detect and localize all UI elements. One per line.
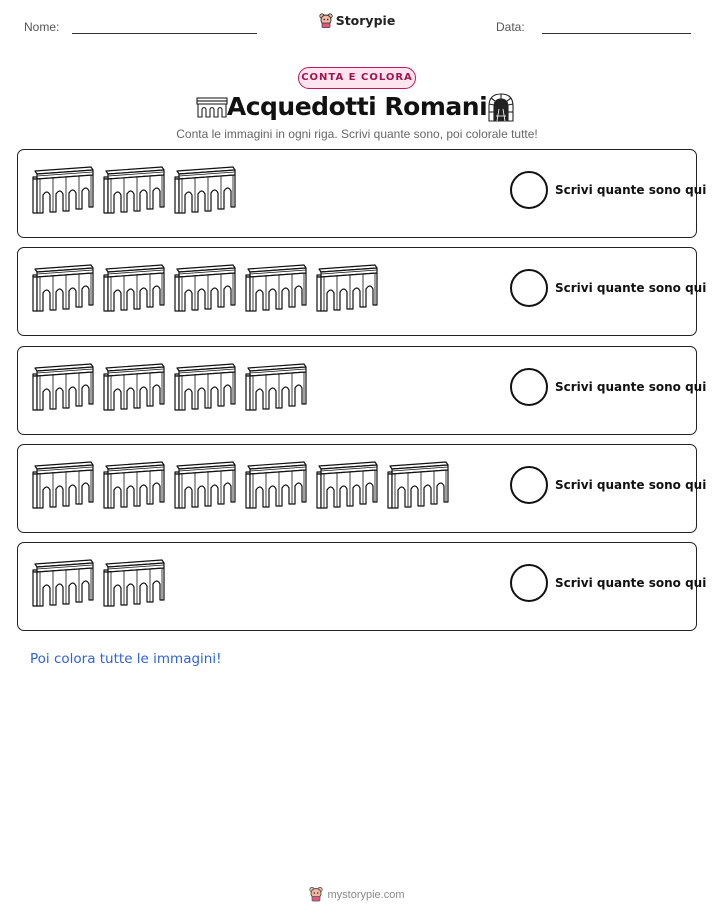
answer-circle[interactable]	[510, 466, 548, 504]
counting-row	[17, 542, 707, 631]
aqueduct-icon[interactable]	[314, 263, 385, 315]
activity-badge: CONTA E COLORA	[298, 67, 416, 89]
aqueduct-group	[30, 263, 385, 315]
answer-circle[interactable]	[510, 564, 548, 602]
aqueduct-icon[interactable]	[172, 362, 243, 414]
aqueduct-icon[interactable]	[101, 460, 172, 512]
aqueduct-icon[interactable]	[314, 460, 385, 512]
date-label: Data:	[496, 20, 525, 34]
aqueduct-icon[interactable]	[30, 558, 101, 610]
aqueduct-icon[interactable]	[101, 165, 172, 217]
site-url: mystorypie.com	[327, 889, 405, 901]
aqueduct-group	[30, 165, 243, 217]
counting-row	[17, 346, 707, 435]
aqueduct-icon[interactable]	[30, 362, 101, 414]
date-field[interactable]	[542, 33, 691, 34]
footer-note: Poi colora tutte le immagini!	[30, 651, 222, 667]
aqueduct-group	[30, 558, 172, 610]
aqueduct-icon[interactable]	[101, 263, 172, 315]
bear-logo-icon	[319, 13, 333, 31]
aqueduct-icon[interactable]	[243, 460, 314, 512]
aqueduct-group	[30, 362, 314, 414]
brand-name: Storypie	[335, 13, 396, 28]
answer-label: Scrivi quante sono qui	[555, 576, 707, 590]
aqueduct-icon[interactable]	[30, 460, 101, 512]
answer-circle[interactable]	[510, 171, 548, 209]
name-label: Nome:	[24, 20, 60, 34]
counting-row	[17, 149, 707, 238]
counting-row	[17, 247, 707, 336]
bear-logo-icon	[309, 886, 323, 905]
answer-label: Scrivi quante sono qui	[555, 380, 707, 394]
aqueduct-icon[interactable]	[172, 263, 243, 315]
aqueduct-icon[interactable]	[243, 263, 314, 315]
answer-circle[interactable]	[510, 269, 548, 307]
site-footer	[0, 886, 714, 905]
answer-label: Scrivi quante sono qui	[555, 478, 707, 492]
brand	[0, 13, 714, 31]
aqueduct-icon[interactable]	[101, 558, 172, 610]
answer-label: Scrivi quante sono qui	[555, 183, 707, 197]
aqueduct-icon[interactable]	[243, 362, 314, 414]
aqueduct-icon[interactable]	[172, 165, 243, 217]
aqueduct-icon[interactable]	[172, 460, 243, 512]
aqueduct-group	[30, 460, 456, 512]
answer-circle[interactable]	[510, 368, 548, 406]
title-row	[0, 92, 714, 124]
page-title: Acquedotti Romani	[226, 92, 488, 121]
instructions: Conta le immagini in ogni riga. Scrivi quante sono, poi colorale tutte!	[176, 127, 538, 141]
answer-label: Scrivi quante sono qui	[555, 281, 707, 295]
counting-row	[17, 444, 707, 533]
aqueduct-icon[interactable]	[30, 263, 101, 315]
name-field[interactable]	[72, 33, 257, 34]
tunnel-icon	[486, 92, 516, 126]
aqueduct-icon[interactable]	[385, 460, 456, 512]
aqueduct-icon[interactable]	[30, 165, 101, 217]
aqueduct-icon[interactable]	[101, 362, 172, 414]
